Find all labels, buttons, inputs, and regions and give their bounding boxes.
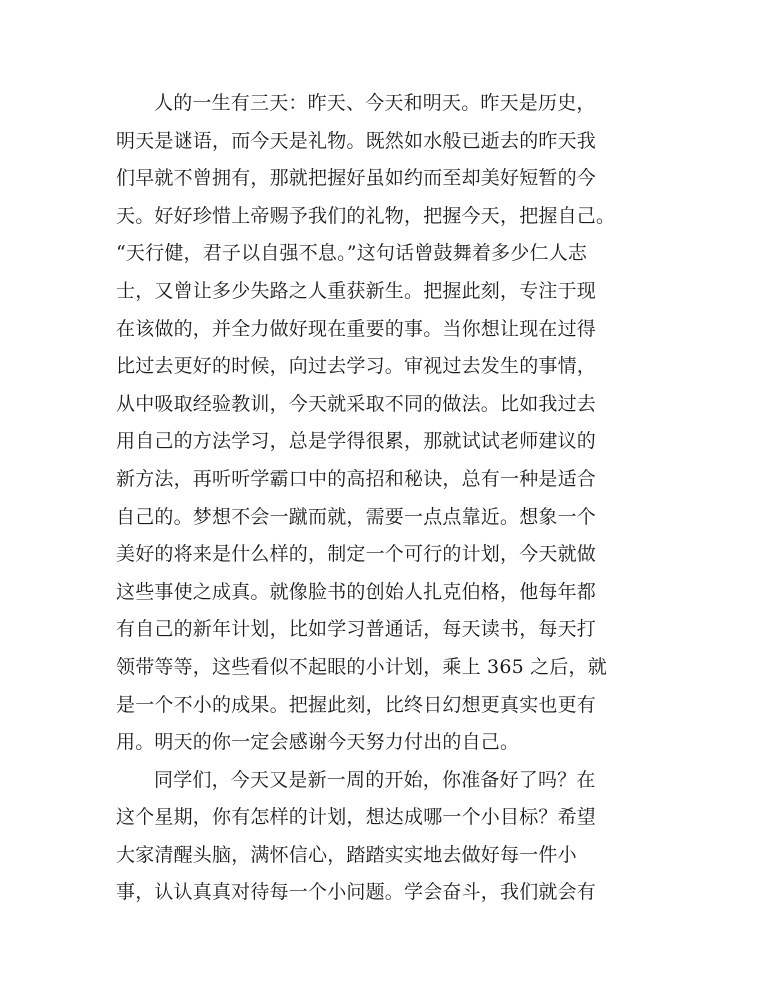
paragraph-2-line-3: 大家清醒头脑，满怀信心，踏踏实实地去做好每一件小	[116, 843, 577, 866]
paragraph-1-line-5: “天行健，君子以自强不息。”这句话曾鼓舞着多少仁人志	[116, 242, 588, 265]
paragraph-1-line-18: 用。明天的你一定会感谢今天努力付出的自己。	[116, 731, 520, 754]
document-body	[116, 85, 656, 912]
paragraph-1-line-14: 这些事使之成真。就像脸书的创始人扎克伯格，他每年都	[116, 580, 597, 603]
paragraph-2-line-1: 同学们，今天又是新一周的开始，你准备好了吗？在	[154, 768, 596, 791]
paragraph-1-line-1: 人的一生有三天：昨天、今天和明天。昨天是历史，	[154, 92, 596, 114]
paragraph-1-line-12: 自己的。梦想不会一蹴而就，需要一点点靠近。想象一个	[116, 505, 597, 528]
paragraph-1-line-4: 天。好好珍惜上帝赐予我们的礼物，把握今天，把握自己。	[116, 204, 616, 227]
paragraph-1-line-16: 领带等等，这些看似不起眼的小计划，乘上 365 之后，就	[116, 655, 607, 678]
paragraph-1-line-7: 在该做的，并全力做好现在重要的事。当你想让现在过得	[116, 317, 597, 340]
paragraph-2-line-4: 事，认认真真对待每一个小问题。学会奋斗，我们就会有	[116, 881, 597, 904]
paragraph-1-line-11: 新方法，再听听学霸口中的高招和秘诀，总有一种是适合	[116, 467, 597, 490]
paragraph-1-line-6: 士，又曾让多少失路之人重获新生。把握此刻，专注于现	[116, 279, 597, 302]
paragraph-1-line-3: 们早就不曾拥有，那就把握好虽如约而至却美好短暂的今	[116, 167, 597, 190]
paragraph-1-line-2: 明天是谜语，而今天是礼物。既然如水般已逝去的昨天我	[116, 129, 597, 152]
paragraph-1-line-9: 从中吸取经验教训，今天就采取不同的做法。比如我过去	[116, 392, 597, 415]
paragraph-1-line-17: 是一个不小的成果。把握此刻，比终日幻想更真实也更有	[116, 693, 597, 716]
paragraph-1-line-13: 美好的将来是什么样的，制定一个可行的计划，今天就做	[116, 543, 597, 566]
paragraph-1-line-10: 用自己的方法学习，总是学得很累，那就试试老师建议的	[116, 430, 597, 453]
paragraph-1-line-8: 比过去更好的时候，向过去学习。审视过去发生的事情，	[116, 355, 597, 378]
paragraph-1-line-15: 有自己的新年计划，比如学习普通话，每天读书，每天打	[116, 618, 597, 641]
paragraph-2-line-2: 这个星期，你有怎样的计划，想达成哪一个小目标？希望	[116, 806, 597, 829]
